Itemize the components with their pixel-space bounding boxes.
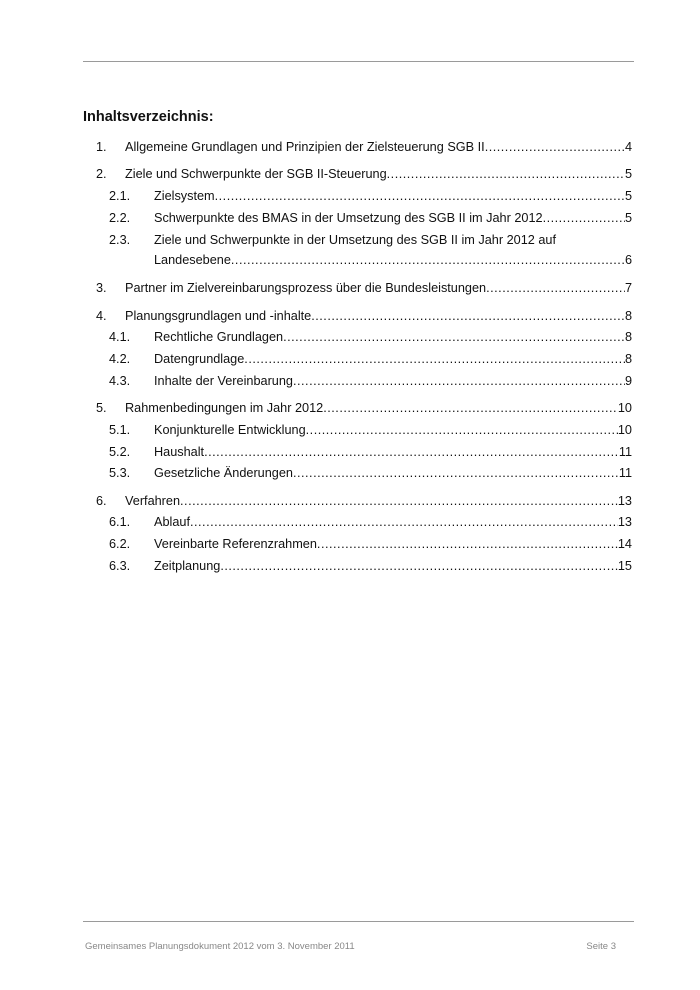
dot-leader [190, 512, 618, 532]
toc-entry-page: 14 [617, 537, 632, 551]
toc-entry-title: Rahmenbedingungen im Jahr 2012 [125, 401, 324, 415]
footer-page-number: Seite 3 [586, 941, 616, 952]
toc-entry-page: 7 [624, 281, 632, 295]
dot-leader [244, 349, 625, 369]
toc-entry-number: 2.3. [109, 233, 131, 247]
toc-entry-title: Planungsgrundlagen und -inhalte [125, 309, 312, 323]
dot-leader [323, 398, 618, 418]
toc-entry-page: 15 [617, 559, 632, 573]
toc-entry-title: Datengrundlage [154, 352, 245, 366]
toc-entry-number: 2. [96, 167, 107, 181]
toc-entry-title-line2: Landesebene [154, 253, 231, 267]
toc-entry-page: 11 [618, 466, 632, 480]
dot-leader [485, 137, 625, 157]
toc-entry-page: 8 [624, 330, 632, 344]
toc-entry-page: 10 [617, 401, 632, 415]
toc-entry-title: Zielsystem [154, 189, 215, 203]
toc-entry-number: 3. [96, 281, 107, 295]
dot-leader [231, 250, 625, 270]
footer-document-title: Gemeinsames Planungsdokument 2012 vom 3. November 2011 [85, 941, 355, 952]
dot-leader [283, 327, 625, 347]
toc-entry-number: 5.2. [109, 445, 131, 459]
toc-entry-title: Haushalt [154, 445, 205, 459]
dot-leader [215, 186, 625, 206]
toc-entry-number: 6. [96, 494, 107, 508]
toc-entry-title: Partner im Zielvereinbarungsprozess über die Bundesleistungen [125, 281, 487, 295]
dot-leader [293, 463, 619, 483]
toc-entry-number: 6.1. [109, 515, 131, 529]
toc-entry-page: 11 [618, 445, 632, 459]
toc-entry-number: 4.2. [109, 352, 131, 366]
toc-entry-title: Vereinbarte Referenzrahmen [154, 537, 317, 551]
dot-leader [486, 278, 625, 298]
dot-leader [204, 442, 619, 462]
toc-entry-page: 6 [624, 253, 632, 267]
dot-leader [311, 306, 625, 326]
dot-leader [180, 491, 618, 511]
toc-entry-title: Rechtliche Grundlagen [154, 330, 284, 344]
dot-leader [317, 534, 618, 554]
toc-entry-number: 1. [96, 140, 107, 154]
toc-entry-page: 8 [624, 352, 632, 366]
toc-entry-title: Gesetzliche Änderungen [154, 466, 293, 480]
toc-entry-page: 10 [617, 423, 632, 437]
toc-entry-page: 5 [624, 167, 632, 181]
toc-entry-number: 4.1. [109, 330, 131, 344]
toc-entry-number: 4.3. [109, 374, 131, 388]
toc-entry-number: 2.1. [109, 189, 131, 203]
toc-entry-page: 8 [624, 309, 632, 323]
header-rule [83, 61, 634, 62]
toc-entry-title: Zeitplanung [154, 559, 221, 573]
toc-heading: Inhaltsverzeichnis: [83, 109, 214, 125]
footer-rule [83, 921, 634, 922]
toc-entry-title: Allgemeine Grundlagen und Prinzipien der Zielsteuerung SGB II [125, 140, 485, 154]
toc-entry-page: 13 [617, 515, 632, 529]
toc-entry-page: 5 [624, 211, 632, 225]
dot-leader [220, 556, 618, 576]
toc-entry-title: Konjunkturelle Entwicklung [154, 423, 306, 437]
dot-leader [293, 371, 625, 391]
dot-leader [306, 420, 618, 440]
toc-entry-page: 5 [624, 189, 632, 203]
toc-entry-number: 4. [96, 309, 107, 323]
toc-entry-page: 4 [624, 140, 632, 154]
toc-entry-page: 9 [624, 374, 632, 388]
toc-entry-title: Ziele und Schwerpunkte der SGB II-Steuerung [125, 167, 387, 181]
toc-entry-number: 2.2. [109, 211, 131, 225]
toc-entry-number: 6.3. [109, 559, 131, 573]
toc-entry-title: Verfahren [125, 494, 181, 508]
toc-entry-number: 6.2. [109, 537, 131, 551]
toc-entry-title-line1: Ziele und Schwerpunkte in der Umsetzung des SGB II im Jahr 2012 auf [154, 233, 556, 247]
toc-entry-page: 13 [617, 494, 632, 508]
toc-entry-number: 5.1. [109, 423, 131, 437]
toc-entry-title: Inhalte der Vereinbarung [154, 374, 293, 388]
toc-entry-title: Schwerpunkte des BMAS in der Umsetzung des SGB II im Jahr 2012 [154, 211, 543, 225]
dot-leader [543, 208, 625, 228]
dot-leader [387, 164, 625, 184]
toc-entry-number: 5.3. [109, 466, 131, 480]
toc-entry-title: Ablauf [154, 515, 190, 529]
toc-entry-number: 5. [96, 401, 107, 415]
